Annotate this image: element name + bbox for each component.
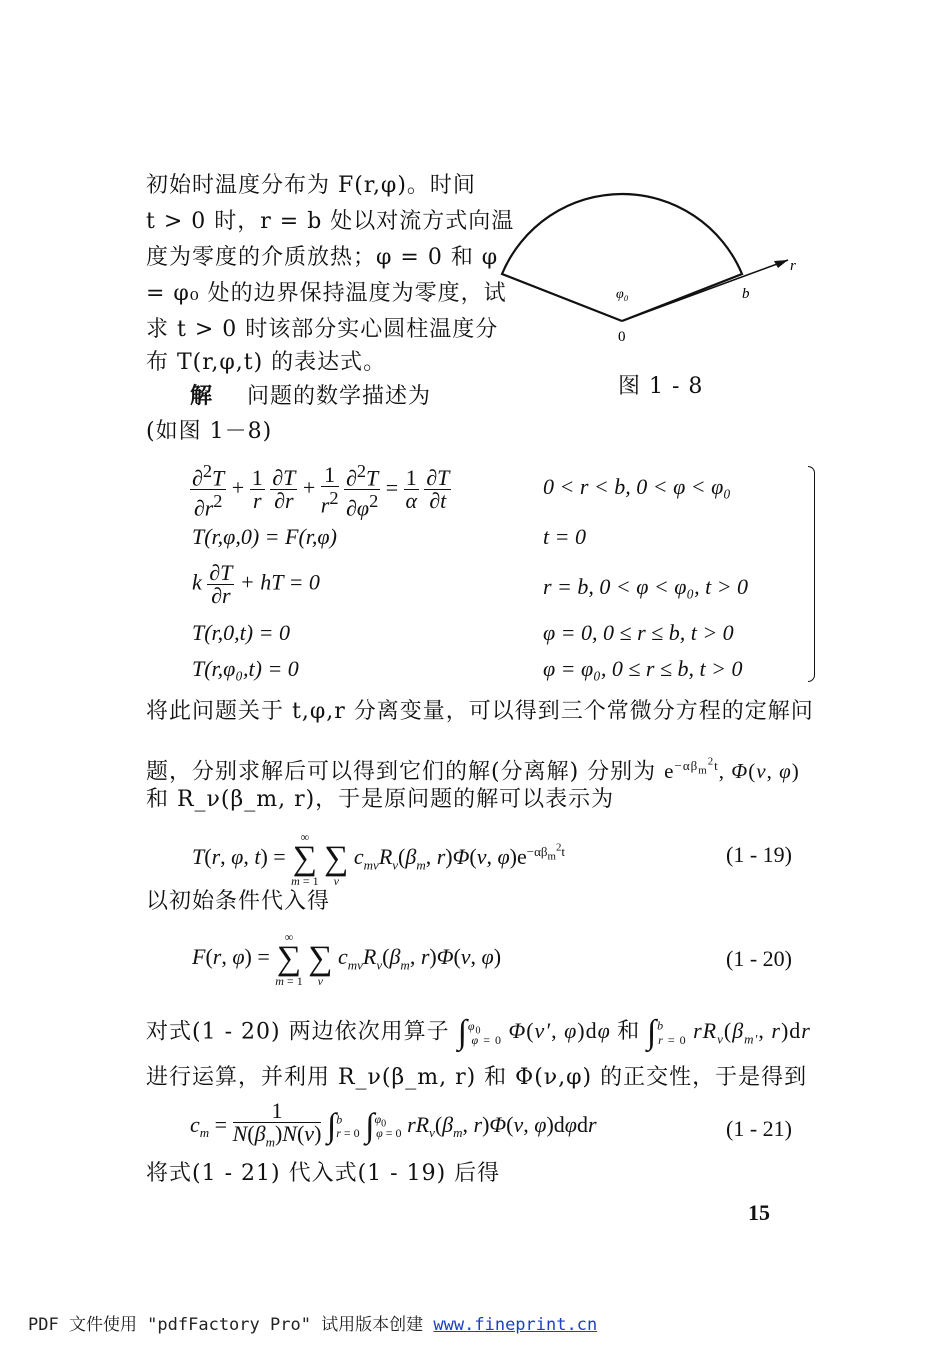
equation-1-21: $c_m$ = $\frac{1}{N(\beta_m)N(\nu)}$ ∫$^b_{r = 0}$ ∫$^{\varphi_0}_{\varphi = 0}$ $rR_\nu(\beta_m$, r)Φ(ν, φ)dφdr — [190, 1098, 597, 1150]
initial-condition: T(r,φ,0) = F(r,φ) — [192, 524, 337, 549]
problem-line-2: t > 0 时，r = b 处以对流方式向温 — [146, 209, 515, 234]
paragraph-substitute: 将式(1 - 21) 代入式(1 - 19) 后得 — [146, 1161, 501, 1186]
r-axis-arrow-icon — [774, 260, 788, 268]
system-brace — [808, 466, 815, 682]
problem-line-4: = φ₀ 处的边界保持温度为零度，试 — [146, 281, 507, 306]
convective-boundary-domain: r = b, 0 < φ < φ₀, t > 0 — [543, 574, 749, 599]
problem-line-3: 度为零度的介质放热；φ = 0 和 φ — [146, 245, 499, 270]
equation-1-20-number: (1 - 20) — [726, 946, 792, 971]
sector-figure — [490, 188, 810, 358]
problem-line-1: 初始时温度分布为 F(r,φ)。时间 — [146, 173, 476, 198]
solution-heading — [190, 378, 431, 415]
figure-reference: (如图 1－8) — [146, 419, 273, 444]
boundary-phi0-domain: φ = φ₀, 0 ≤ r ≤ b, t > 0 — [543, 656, 743, 681]
boundary-phi-zero: T(r,0,t) = 0 — [192, 620, 290, 645]
heat-equation-condition: 0 < r < b, 0 < φ < φ₀ — [543, 474, 731, 499]
pdf-footer — [28, 1310, 597, 1335]
label-phi0: φ₀ — [616, 287, 629, 302]
r-axis-line — [622, 260, 788, 321]
label-r: r — [790, 258, 796, 274]
equation-1-20: F(r, φ) = ∞ ∑ m = 1 ∑ ν $c_{m\nu}R_\nu(\beta_m$, r)Φ(ν, φ) — [192, 930, 502, 988]
paragraph-operator-2: 进行运算，并利用 R_ν(β_m, r) 和 Φ(ν,φ) 的正交性，于是得到 — [146, 1065, 808, 1090]
footer-text: PDF 文件使用 "pdfFactory Pro" 试用版本创建 — [28, 1315, 424, 1335]
boundary-phi0: T(r,φ₀,t) = 0 — [192, 656, 299, 681]
paragraph-operator-1: 对式(1 - 20) 两边依次用算子 ∫$^{\varphi_0}_{\varphi = 0}$ Φ(ν′, φ)dφ 和 ∫$^b_{r = 0}$ $rR_\nu(\beta_{m'}$, r)dr — [146, 1014, 811, 1052]
label-origin: 0 — [618, 329, 626, 345]
heat-equation: $\frac{\partial^2T}{\partial r^2}$ + $\frac{1}{r}$ $\frac{\partial T}{\partial r}$ + $\frac{1}{r^2}$ $\frac{\partial^2T}{\partial\varphi^2}$ = $\frac{1}{\alpha}$ $\frac{\partial T}{\partial t}$ — [192, 461, 450, 521]
footer-link[interactable]: www.fineprint.cn — [433, 1315, 598, 1335]
convective-boundary: k $\frac{\partial T}{\partial r}$ + hT = 0 — [192, 560, 320, 608]
paragraph-separation-3: 和 R_ν(β_m, r)，于是原问题的解可以表示为 — [146, 787, 615, 812]
paragraph-initial: 以初始条件代入得 — [146, 889, 331, 914]
convective-boundary-rest: + hT = 0 — [239, 569, 320, 595]
problem-line-5: 求 t > 0 时该部分实心圆柱温度分 — [146, 317, 499, 342]
solution-text: 问题的数学描述为 — [247, 384, 432, 409]
equation-1-19-number: (1 - 19) — [726, 842, 792, 867]
boundary-phi-zero-domain: φ = 0, 0 ≤ r ≤ b, t > 0 — [543, 620, 734, 645]
problem-line-6: 布 T(r,φ,t) 的表达式。 — [146, 350, 387, 375]
paragraph-separation-2: 题，分别求解后可以得到它们的解(分离解) 分别为 $e^{-\alpha\beta_m^2t}$, Φ(ν, φ) — [146, 756, 800, 785]
initial-condition-domain: t = 0 — [543, 524, 586, 549]
label-b: b — [742, 286, 750, 302]
paragraph-operator-1-text: 对式(1 - 20) 两边依次用算子 — [146, 1019, 450, 1045]
figure-caption: 图 1 - 8 — [618, 374, 704, 399]
paragraph-separation-2-text: 题，分别求解后可以得到它们的解(分离解) 分别为 — [146, 759, 657, 785]
page-number: 15 — [748, 1200, 770, 1225]
paragraph-separation-1: 将此问题关于 t,φ,r 分离变量，可以得到三个常微分方程的定解问 — [146, 699, 814, 724]
equation-1-19: T(r, φ, t) = ∞ ∑ m = 1 ∑ ν $c_{m\nu}R_\nu(\beta_m$, r)Φ(ν, $\varphi)e^{-\alpha\beta_m^2t}$ — [192, 830, 565, 888]
equation-1-21-number: (1 - 21) — [726, 1116, 792, 1141]
solution-label: 解 — [190, 383, 214, 409]
